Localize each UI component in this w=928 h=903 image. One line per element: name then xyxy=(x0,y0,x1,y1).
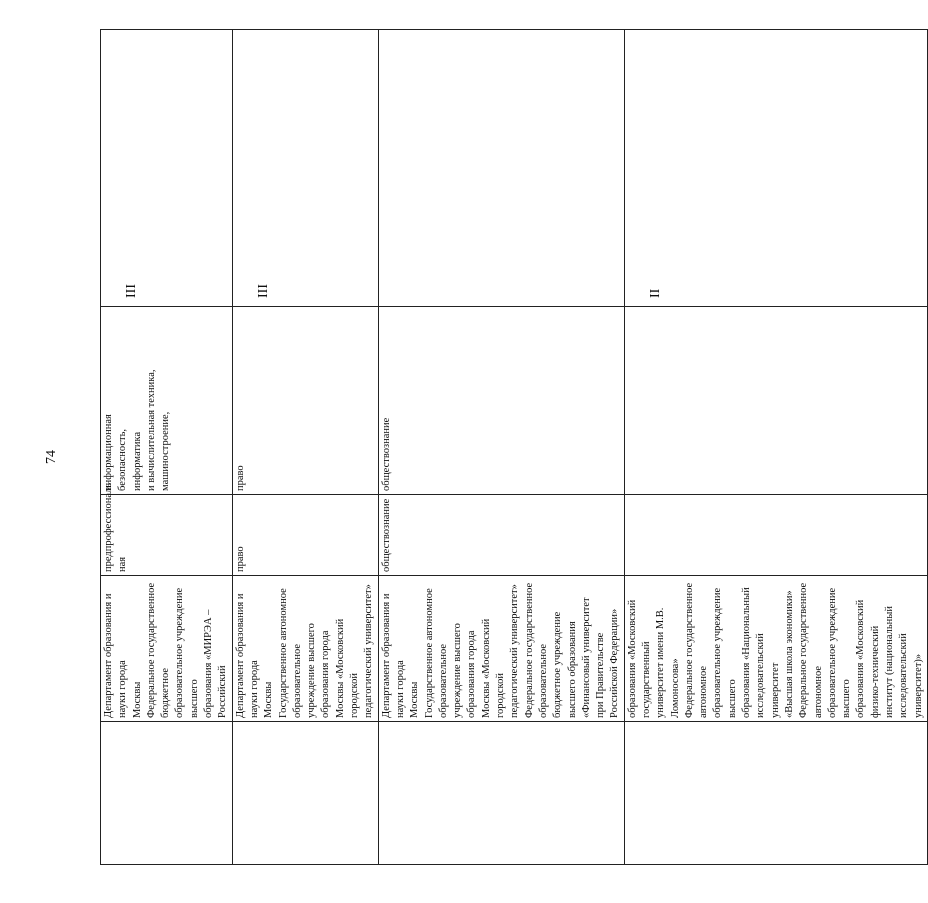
organizer-line: Департамент образования и науки города xyxy=(234,593,260,718)
organizer-line: «Высшая школа экономики» xyxy=(783,590,795,718)
profile-cell: право xyxy=(232,495,378,576)
organizer-line: педагогический университет» xyxy=(363,584,375,718)
subject-line: информатика xyxy=(131,431,143,491)
organizer-line: образовательное учреждение высшего xyxy=(826,587,853,718)
organizer-cell xyxy=(378,576,624,722)
level-cell xyxy=(378,30,624,307)
empty-cell xyxy=(378,722,624,865)
organizer-line: институт (национальный исследовательский xyxy=(884,606,910,718)
organizer-line: образовательное учреждение высшего xyxy=(712,587,738,718)
subject-line: безопасность, xyxy=(117,428,129,491)
level-cell: III xyxy=(101,30,233,307)
organizer-line: образования «Московский физико-технический xyxy=(855,599,881,718)
organizer-line: образовательное учреждение высшего xyxy=(174,587,200,718)
profile-cell: предпрофессиональ ная xyxy=(101,495,233,576)
subject-cell: право xyxy=(232,307,378,495)
olympiad-table xyxy=(100,29,928,865)
organizer-line: университет)» xyxy=(912,653,924,718)
organizer-line: Федеральное государственное образовательное xyxy=(523,582,549,718)
table-row xyxy=(101,30,233,865)
organizer-line: Департамент образования и науки города xyxy=(103,593,129,718)
organizer-line: Федеральное государственное бюджетное xyxy=(145,582,172,718)
subject-line: и вычислительная техника, xyxy=(145,369,157,491)
organizer-line: Государственное автономное образовательное xyxy=(277,588,303,718)
organizer-line: университет имени М.В. Ломоносова» xyxy=(655,607,681,718)
table-row xyxy=(232,30,378,865)
organizer-line: образования «МИРЭА – Российский xyxy=(203,609,229,718)
organizer-line: Государственное автономное образовательное xyxy=(423,588,449,718)
organizer-cell xyxy=(624,576,927,722)
empty-cell xyxy=(232,722,378,865)
subject-line: информационная xyxy=(103,414,114,491)
subject-cell: обществознание xyxy=(378,307,624,495)
organizer-line: учреждение высшего образования города xyxy=(452,623,478,718)
organizer-line: Москвы «Московский городской xyxy=(480,618,507,718)
subject-line: машиностроение, xyxy=(160,411,172,491)
organizer-line: Федеральное государственное автономное xyxy=(798,582,824,718)
organizer-line: образования «Московский государственный xyxy=(626,599,652,718)
subject-cell xyxy=(101,307,233,495)
organizer-line: Москвы xyxy=(263,681,275,718)
level-cell: III xyxy=(232,30,378,307)
page-number: 74 xyxy=(44,450,59,464)
level-cell: II xyxy=(624,30,927,307)
organizer-line: Москвы «Московский городской xyxy=(334,618,361,718)
organizer-line: Федеральное государственное автономное xyxy=(683,582,710,718)
organizer-line: исследовательский университет xyxy=(755,633,781,718)
organizer-line: Москвы xyxy=(409,681,421,718)
empty-cell xyxy=(101,722,233,865)
organizer-line: Департамент образования и науки города xyxy=(380,593,406,718)
organizer-line: педагогический университет» xyxy=(509,584,521,718)
organizer-line: Российской Федерации» xyxy=(609,608,621,718)
organizer-line: образования «Национальный xyxy=(741,587,753,718)
organizer-cell xyxy=(232,576,378,722)
organizer-line: Москвы xyxy=(131,681,143,718)
organizer-line: учреждение высшего образования города xyxy=(306,623,332,718)
profile-cell: обществознание xyxy=(378,495,624,576)
table-row xyxy=(624,30,927,865)
organizer-line: бюджетное учреждение высшего образования xyxy=(552,611,578,718)
subject-cell xyxy=(624,307,927,495)
table-row xyxy=(378,30,624,865)
organizer-cell xyxy=(101,576,233,722)
profile-cell xyxy=(624,495,927,576)
organizer-line: «Финансовый университет при Правительстве xyxy=(580,597,607,718)
empty-cell xyxy=(624,722,927,865)
